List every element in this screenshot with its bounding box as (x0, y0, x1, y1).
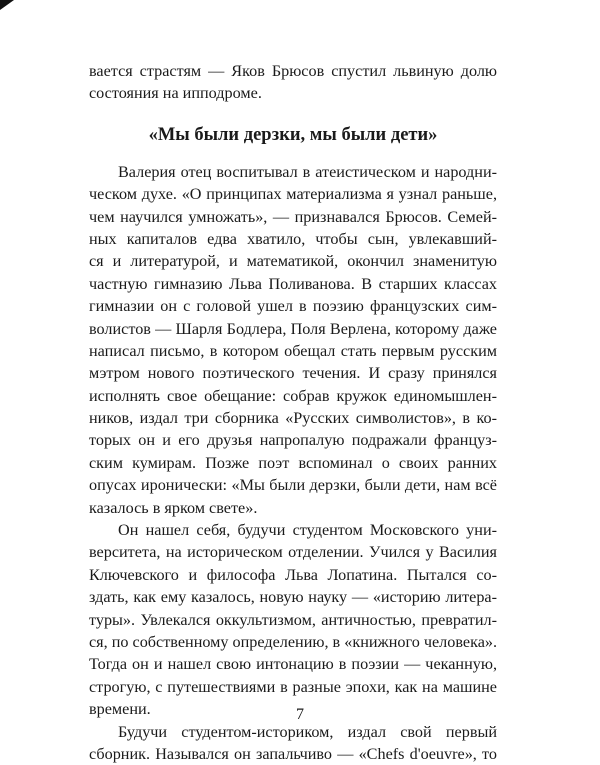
text-line: Тогда он и нашел свою интонацию в поэзии — чеканную, (89, 655, 497, 674)
text-line: исполнять свое обещание: собрав кружок единомышлен- (89, 386, 497, 405)
text-line: вается страстям — Яков Брюсов спустил львиную долю (89, 62, 497, 80)
text-line: сборник. Назывался он запальчиво — «Chefs d'oeuvre», то (89, 744, 497, 763)
text-line: здать, как ему казалось, новую науку — «историю литера- (89, 588, 497, 607)
text-line: верситета, на историческом отделении. Учился у Василия (89, 543, 497, 562)
book-page (89, 60, 497, 765)
intro-paragraph (89, 60, 497, 105)
text-line: Будучи студентом-историком, издал свой первый (118, 722, 497, 741)
text-line: ных капиталов едва хватило, чтобы сын, увлекавший- (89, 229, 497, 248)
text-line: ников, издал три сборника «Русских символистов», в ко- (89, 409, 497, 428)
paragraph-1 (89, 161, 497, 519)
text-line: Валерия отец воспитывал в атеистическом и народни- (118, 162, 497, 181)
page-corner-mark (0, 0, 14, 10)
text-line: чем научился умножать», — признавался Брюсов. Семей- (89, 207, 497, 226)
text-line: Ключевского и философа Льва Лопатина. Пытался со- (89, 565, 497, 584)
text-line: ся, по собственному определению, в «книжного человека». (89, 632, 498, 651)
text-line: Он нашел себя, будучи студентом Московского уни- (118, 521, 497, 540)
text-line: ческом духе. «О принципах материализма я узнал раньше, (89, 185, 497, 204)
text-line: строгую, с путешествиями в разные эпохи, как на машине (89, 677, 497, 696)
page-number: 7 (296, 706, 304, 723)
text-line: состояния на ипподроме. (89, 84, 262, 103)
text-line: частную гимназию Льва Поливанова. В старших классах (89, 274, 497, 293)
text-line: опусах иронически: «Мы были дерзки, были дети, нам всё (89, 476, 497, 495)
text-line: торых он и его друзья напропалую подражали француз- (89, 431, 497, 450)
paragraph-3 (89, 721, 497, 765)
text-line: ся и литературой, и математикой, окончил знаменитую (89, 252, 497, 271)
text-line: мэтром нового поэтического течения. И сразу принялся (89, 364, 497, 383)
paragraph-2 (89, 519, 497, 721)
text-line: времени. (89, 700, 151, 719)
text-line: написал письмо, в котором обещал стать первым русским (89, 341, 497, 360)
text-line: ским кумирам. Позже поэт вспоминал о своих ранних (89, 453, 497, 472)
text-line: туры». Увлекался оккультизмом, античностью, превратил- (89, 610, 497, 629)
text-line: казалось в ярком свете». (89, 498, 258, 517)
section-heading: «Мы были дерзки, мы были дети» (148, 124, 438, 145)
text-line: гимназии он с головой ушел в поэзию французских сим- (89, 297, 497, 316)
text-line: волистов — Шарля Бодлера, Поля Верлена, которому даже (89, 319, 497, 338)
